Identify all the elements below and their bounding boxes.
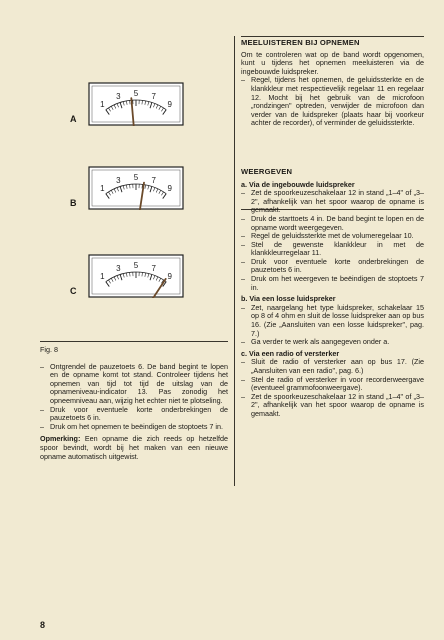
remark-label: Opmerking: — [40, 434, 81, 444]
list-item: – Druk de starttoets 4 in. De band begint te lopen en de opname wordt weergegeven. — [241, 213, 424, 232]
scale-label: 3 — [116, 263, 121, 273]
vu-meter-b — [88, 166, 184, 210]
list-item: – Ga verder te werk als aangegeven onder a. — [241, 337, 390, 347]
figure-divider — [40, 341, 228, 342]
scale-label: 9 — [167, 183, 172, 193]
scale-label: 1 — [100, 271, 105, 281]
meter-face — [88, 254, 184, 298]
right-column — [241, 36, 424, 419]
meter-face — [88, 82, 184, 126]
list-item: – Regel de geluidssterkte met de volumeregelaar 10. — [241, 231, 414, 241]
section-title-playback: WEERGEVEN — [241, 166, 293, 176]
scale-label: 3 — [116, 91, 121, 101]
list-item: – Druk om het weergeven te beëindigen de stoptoets 7 in. — [241, 274, 424, 292]
list-item: – Zet de spoorkeuzeschakelaar 12 in stand „1–4" of „3–2", afhankelijk van het spoor waarop de opname is gemaakt. — [241, 188, 424, 215]
meter-label-b: B — [70, 198, 77, 208]
scale-label: 5 — [133, 261, 139, 270]
section-title-monitoring: MEELUISTEREN BIJ OPNEMEN — [241, 38, 360, 47]
list-item: – Regel, tijdens het opnemen, de geluidssterkte en de klankkleur met respectievelijk regelaar 11 en regelaar 12. Mocht bij het gebruik van de microfoon „rondzingen" optreden, verwijder de microfoon dan verder van de luidspreker (plaats haar bij voorkeur achter de recorder), of verminder de geluidssterkte. — [241, 75, 424, 128]
scale-label: 1 — [100, 183, 105, 193]
list-item: – Druk voor eventuele korte onderbrekingen de pauzetoets 6 in. — [40, 404, 228, 423]
scale-label: 7 — [151, 91, 156, 101]
list-item: – Ontgrendel de pauzetoets 6. De band begint te lopen en de opname komt tot stand. Controleer tijdens het opnemen van tijd tot tijd de uitslag van de opnameniveau-indicator 13. Pas zonodig het opneemniveau aan, wijzig het echter niet te plotseling. — [40, 361, 228, 405]
list-item: – Druk voor eventuele korte onderbrekingen de pauzetoets 6 in. — [241, 256, 424, 275]
list-item: – Stel de gewenste klankkleur in met de klankkleurregelaar 11. — [241, 239, 424, 258]
scale-label: 3 — [116, 175, 121, 185]
left-column — [40, 346, 228, 461]
vu-meter-a — [88, 82, 184, 126]
list-item: – Zet de spoorkeuzeschakelaar 12 in stand „1–4" of „3–2", afhankelijk van het spoor waarop de opname is gemaakt. — [241, 391, 424, 418]
subsection-title-c: c. Via een radio of versterker — [241, 348, 340, 358]
list-item: – Sluit de radio of versterker aan op bus 17. (Zie „Aansluiten van een radio", pag. 6.) — [241, 357, 424, 375]
scale-label: 7 — [151, 263, 156, 273]
scale-label: 5 — [133, 173, 139, 182]
scale-label: 9 — [167, 99, 172, 109]
figure-caption: Fig. 8 — [40, 345, 58, 354]
page-number: 8 — [40, 620, 46, 630]
subsection-title-a: a. Via de ingebouwde luidspreker — [241, 179, 355, 189]
meter-label-c: C — [70, 286, 77, 296]
meter-label-a: A — [70, 114, 77, 124]
section-intro: Om te controleren wat op de band wordt opgenomen, kunt u tijdens het opnemen meeluisteren via de ingebouwde luidspreker. — [241, 49, 424, 76]
remark-text: Een opname die zich reeds op hetzelfde spoor bevindt, wordt bij het maken van een nieuwe opname automatisch uitgewist. — [40, 434, 228, 461]
remark — [40, 435, 228, 461]
list-item: – Stel de radio of versterker in voor recorderweergave (eventueel grammofoonweergave). — [241, 374, 424, 393]
column-divider — [234, 36, 235, 486]
meter-face — [88, 166, 184, 210]
scale-label: 1 — [100, 99, 105, 109]
scale-label: 9 — [167, 271, 172, 281]
subsection-title-b: b. Via een losse luidspreker — [241, 294, 336, 304]
scale-label: 5 — [133, 89, 139, 98]
list-item: – Druk om het opnemen te beëindigen de stoptoets 7 in. — [40, 421, 224, 431]
figure-8 — [40, 36, 228, 339]
vu-meter-c — [88, 254, 184, 298]
scale-label: 7 — [151, 175, 156, 185]
list-item: – Zet, naargelang het type luidspreker, schakelaar 15 op 8 of 4 ohm en sluit de losse luidspreker aan op bus 16. (Zie „Aansluiten van een losse luidspreker", pag. 7.) — [241, 302, 424, 338]
